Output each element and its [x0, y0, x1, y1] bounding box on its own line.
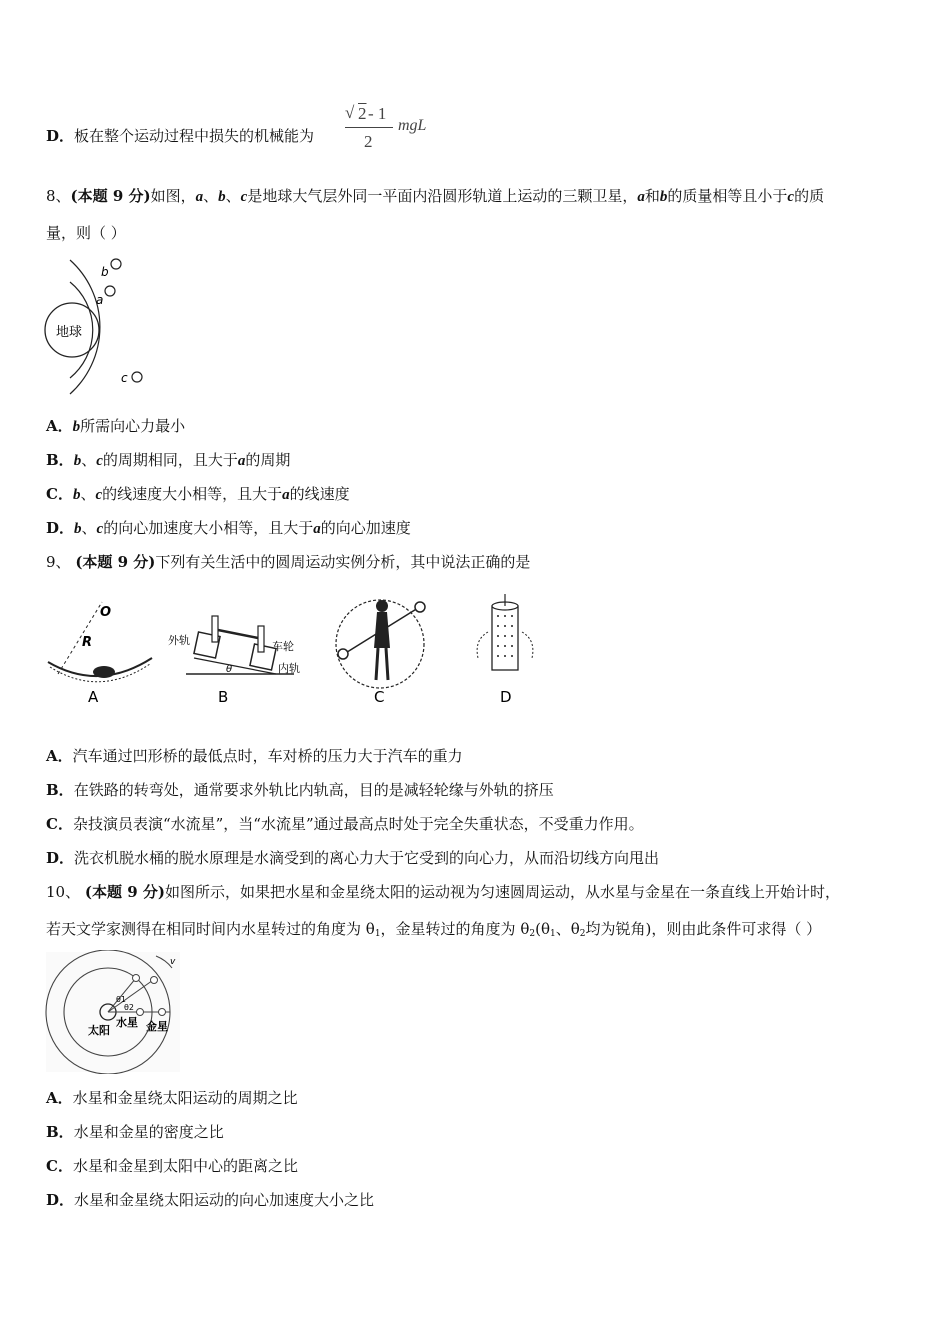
- caption-b: B: [218, 688, 229, 706]
- label-mercury: 水星: [116, 1016, 138, 1029]
- q8-option-a: A．b所需向心力最小: [46, 417, 186, 435]
- label-theta1: θ1: [116, 995, 126, 1004]
- option-label: D．: [46, 127, 75, 145]
- label-c: c: [121, 371, 128, 385]
- fraction-bar: [345, 127, 393, 128]
- caption-a: A: [88, 688, 99, 706]
- q10-stem-line2: 若天文学家测得在相同时间内水星转过的角度为 $\theta_1$，金星转过的角度为 $\theta_2(\theta_1$、$\theta_2$均为锐角)，则由此条件可求得（ ）: [46, 920, 822, 939]
- q10-option-c: C．水星和金星到太阳中心的距离之比: [46, 1157, 298, 1175]
- q9-option-d: D．洗衣机脱水桶的脱水原理是水滴受到的离心力大于它受到的向心力，从而沿切线方向甩出: [46, 849, 660, 867]
- q8-stem-line2: 量，则（ ）: [46, 224, 126, 242]
- satellite-b: [111, 259, 121, 269]
- fraction-numerator-root: 2: [358, 104, 367, 123]
- fraction-numerator-rest: - 1: [368, 104, 387, 123]
- fraction-denominator: 2: [364, 132, 373, 151]
- earth-label: 地球: [56, 325, 83, 340]
- figure-b-railway: [168, 616, 300, 706]
- q9-option-a: A．汽车通过凹形桥的最低点时，车对桥的压力大于汽车的重力: [46, 747, 463, 765]
- caption-d: D: [500, 688, 512, 706]
- label-b: b: [101, 265, 109, 279]
- label-theta: θ: [226, 664, 233, 675]
- label-a: a: [96, 293, 104, 307]
- satellite-a: [105, 286, 115, 296]
- q8-satellite-figure: [40, 252, 180, 400]
- q10-orbit-figure: [44, 950, 184, 1074]
- q8-stem-line1: 8、(本题 9 分)如图，a、b、c是地球大气层外同一平面内沿圆形轨道上运动的三颗卫星，a和b的质量相等且小于c的质: [46, 187, 825, 205]
- label-venus: 金星: [146, 1020, 168, 1033]
- q8-option-c: C．b、c的线速度大小相等，且大于a的线速度: [46, 485, 350, 503]
- label-wheel: 车轮: [272, 640, 294, 653]
- option-text: 板在整个运动过程中损失的机械能为: [74, 127, 315, 145]
- q7-option-d: [46, 126, 314, 146]
- caption-c: C: [374, 688, 385, 706]
- label-theta2: θ2: [124, 1003, 134, 1012]
- label-outer-rail: 外轨: [168, 634, 190, 647]
- q9-figures: [44, 592, 564, 712]
- q10-option-a: A．水星和金星绕太阳运动的周期之比: [46, 1089, 298, 1107]
- car-shape: [93, 666, 115, 678]
- figure-c-water-meteor: [336, 600, 425, 706]
- q10-option-d: D．水星和金星绕太阳运动的向心加速度大小之比: [46, 1191, 375, 1209]
- label-r: R: [82, 635, 93, 650]
- q9-option-c: C．杂技演员表演“水流星”，当“水流星”通过最高点时处于完全失重状态，不受重力作用。: [46, 815, 644, 833]
- q8-option-b: B．b、c的周期相同，且大于a的周期: [46, 451, 291, 469]
- label-o: O: [100, 605, 112, 620]
- fraction-tail: mgL: [398, 117, 427, 134]
- q9-option-b: B．在铁路的转弯处，通常要求外轨比内轨高，目的是减轻轮缘与外轨的挤压: [46, 781, 554, 799]
- figure-a-concave-bridge: [48, 602, 152, 706]
- label-v: v: [170, 957, 176, 967]
- satellite-c: [132, 372, 142, 382]
- q9-stem: 9、 (本题 9 分)下列有关生活中的圆周运动实例分析，其中说法正确的是: [46, 553, 531, 571]
- label-inner-rail: 内轨: [278, 662, 300, 675]
- label-sun: 太阳: [88, 1024, 110, 1037]
- q10-stem-line1: 10、 (本题 9 分)如图所示，如果把水星和金星绕太阳的运动视为匀速圆周运动，从水星与金星在一条直线上开始计时，: [46, 883, 840, 901]
- q10-option-b: B．水星和金星的密度之比: [46, 1123, 224, 1141]
- figure-d-spin-drum: [477, 594, 533, 706]
- q8-option-d: D．b、c的向心加速度大小相等，且大于a的向心加速度: [46, 519, 411, 537]
